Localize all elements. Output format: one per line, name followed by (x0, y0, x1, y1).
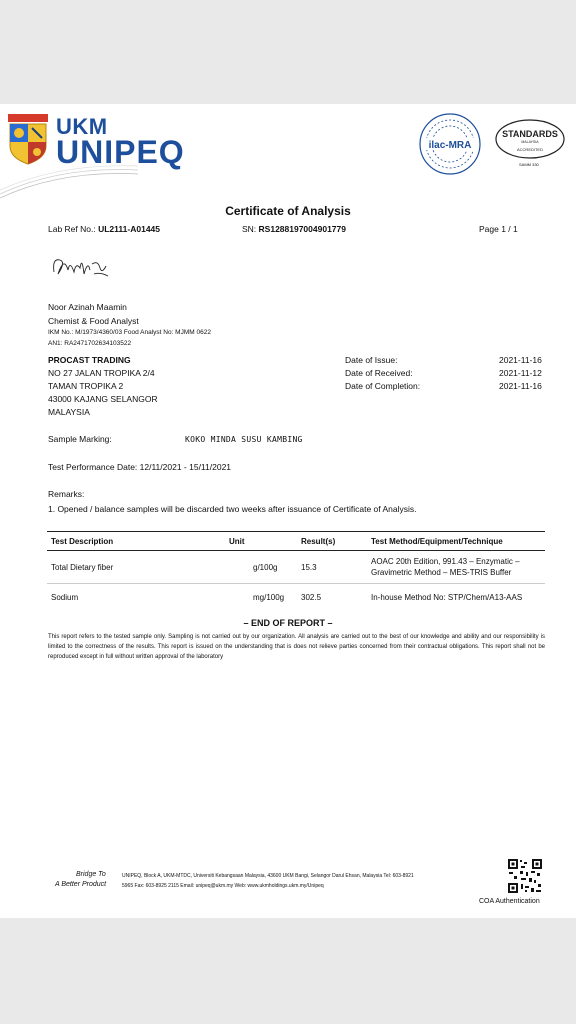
header-swoosh (0, 160, 140, 200)
document-title: Certificate of Analysis (225, 204, 351, 218)
cell-result: 302.5 (301, 592, 322, 602)
cell-unit: mg/100g (253, 592, 285, 602)
standards-sub2: ACCREDITED (516, 147, 544, 152)
footer-tagline-1: Bridge To (76, 871, 106, 878)
ilac-text: ilac-MRA (428, 140, 472, 151)
sample-marking-value: KOKO MINDA SUSU KAMBING (185, 435, 303, 444)
sample-marking-label: Sample Marking: (48, 434, 112, 444)
lab-ref-value: UL2111-A01445 (98, 224, 161, 234)
sn-label: SN: (242, 224, 259, 234)
certificate-page (0, 104, 576, 918)
date-value: 2021-11-12 (499, 368, 542, 378)
ukm-crest-icon (6, 112, 50, 166)
client-name: PROCAST TRADING (48, 355, 131, 365)
date-label: Date of Received: (345, 368, 413, 378)
column-header: Unit (225, 532, 297, 551)
analyst-signature (50, 252, 112, 282)
ilac-mra-logo (418, 112, 482, 176)
date-label: Date of Issue: (345, 355, 398, 365)
disclaimer-text: This report refers to the tested sample only. Sampling is not carried out by our organization. All analysis are carried out to the best of our knowledge and ability and our responsibility is limited to the correctness of the results. This report is issued on the understanding that is does not relieve parties concerned from their contractual obligations. This report shall not be reproduced except in full without written approval of the laboratory (48, 634, 545, 660)
analyst-ikm: IKM No.: M/1973/4360/03 Food Analyst No: MJMM 0622 (48, 329, 211, 336)
footer-address-2: 5965 Fax: 603-8925 2115 Email: unipeq@ukm.my Web: www.ukmholdings.ukm.my/Unipeq (122, 883, 324, 889)
samm-number: SAMM 330 (519, 162, 539, 167)
sn-value: RS1288197004901779 (258, 224, 346, 234)
footer-tagline-2: A Better Product (55, 881, 107, 888)
cell-test: Total Dietary fiber (47, 551, 225, 584)
end-of-report: – END OF REPORT – (243, 618, 333, 628)
results-table (47, 531, 545, 610)
client-address-line: NO 27 JALAN TROPIKA 2/4 (48, 368, 155, 378)
column-header: Test Description (47, 532, 225, 551)
cell-test: Sodium (51, 592, 79, 602)
logo-ukm-text: UKM (56, 114, 108, 139)
footer-address-1: UNIPEQ, Block A, UKM-MTDC, Universiti Kebangsaan Malaysia, 43600 UKM Bangi, Selangor Darul Ehsan, Malaysia Tel: 603-8921 (122, 873, 414, 879)
cell-unit: g/100g (225, 551, 297, 584)
table-row (47, 551, 545, 584)
page-number: Page 1 / 1 (479, 224, 518, 234)
analyst-role: Chemist & Food Analyst (48, 316, 139, 326)
cell-result: 15.3 (297, 551, 367, 584)
client-address-line: MALAYSIA (48, 407, 90, 417)
serial-number (242, 224, 346, 234)
lab-ref (48, 224, 160, 234)
standards-sub1: MALAYSIA (521, 140, 539, 144)
date-value: 2021-11-16 (499, 381, 542, 391)
remarks-item: 1. Opened / balance samples will be discarded two weeks after issuance of Certificate of Analysis. (48, 504, 417, 514)
lab-ref-label: Lab Ref No.: (48, 224, 99, 234)
qr-caption: COA Authentication (479, 898, 540, 905)
remarks-label: Remarks: (48, 489, 85, 499)
client-address-line: TAMAN TROPIKA 2 (48, 381, 124, 391)
cell-method: In-house Method No: STP/Chem/A13-AAS (371, 592, 523, 602)
client-address-line: 43000 KAJANG SELANGOR (48, 394, 158, 404)
table-row (47, 584, 545, 611)
qr-code-icon[interactable] (507, 858, 543, 894)
table-header-row (47, 532, 545, 551)
cell-method: AOAC 20th Edition, 991.43 – Enzymatic – Gravimetric Method – MES-TRIS Buffer (367, 551, 545, 584)
standards-malaysia-logo (494, 118, 566, 160)
analyst-name: Noor Azinah Maamin (48, 302, 127, 312)
test-performance-date: Test Performance Date: 12/11/2021 - 15/11/2021 (48, 462, 232, 472)
analyst-an1: AN1: RA2471702634103522 (48, 340, 132, 347)
date-value: 2021-11-16 (499, 355, 542, 365)
standards-text: STANDARDS (502, 129, 558, 139)
logo-unipeq-text: UNIPEQ (56, 134, 185, 170)
column-header: Result(s) (297, 532, 367, 551)
column-header: Test Method/Equipment/Technique (367, 532, 545, 551)
date-label: Date of Completion: (345, 381, 421, 391)
